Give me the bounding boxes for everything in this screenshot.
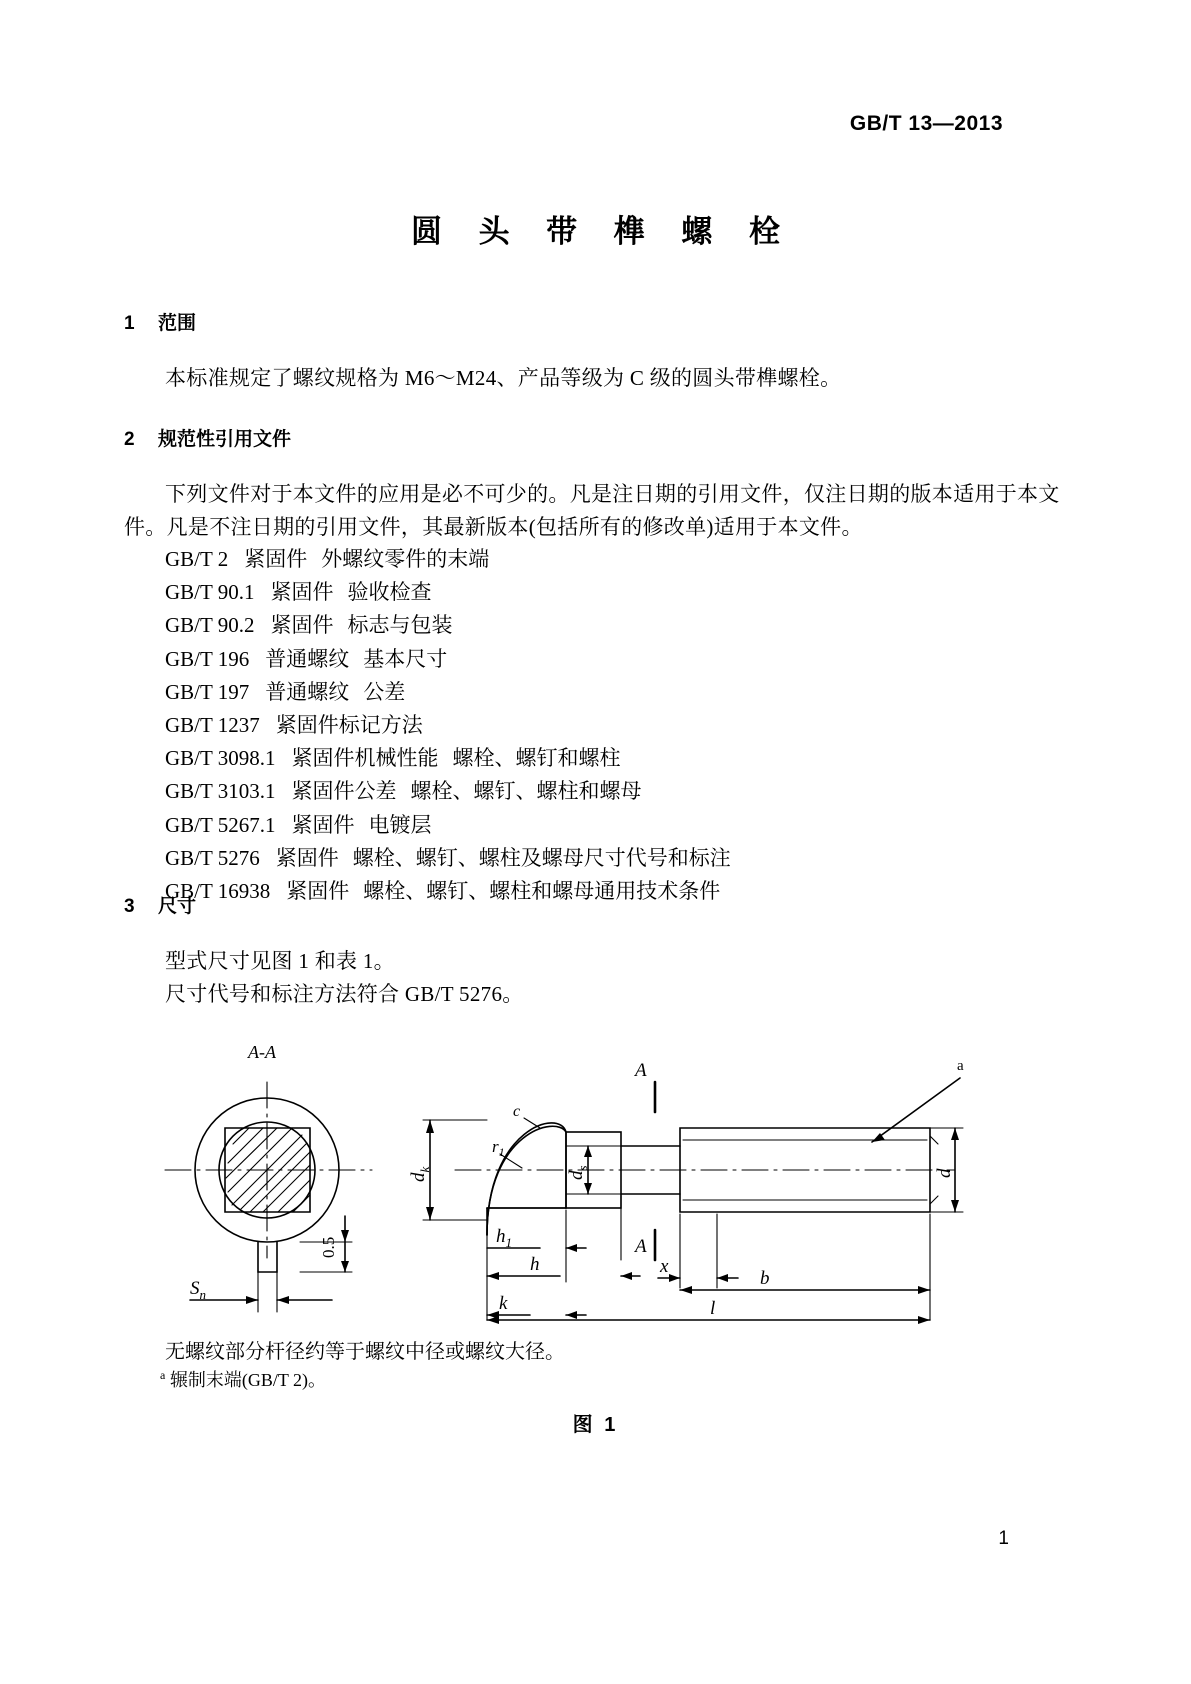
normative-intro-line-1: 下列文件对于本文件的应用是必不可少的。凡是注日期的引用文件，仅注日期的版本适用于本文 <box>165 482 1060 506</box>
figure-note-superscript <box>160 1366 326 1392</box>
bolt-technical-drawing-svg <box>0 1020 1191 1350</box>
running-header: GB/T 13—2013 <box>849 112 1003 135</box>
list-item <box>165 576 731 609</box>
normative-intro-line-2: 件。凡是不注日期的引用文件，其最新版本(包括所有的修改单)适用于本文件。 <box>124 515 863 539</box>
label-head-k: k <box>499 1293 508 1314</box>
list-item <box>165 709 731 742</box>
label-section-view: A-A <box>248 1042 276 1062</box>
page-title: 圆 头 带 榫 螺 栓 <box>410 214 795 249</box>
reference-title: 紧固件 <box>291 812 355 837</box>
figure-caption: 图 1 <box>572 1414 619 1436</box>
dimensions-line-2: 尺寸代号和标注方法符合 GB/T 5276。 <box>165 982 524 1006</box>
reference-title: 紧固件 <box>286 879 350 904</box>
label-callout-a: a <box>957 1058 964 1074</box>
reference-title: 普通螺纹 <box>265 646 350 671</box>
list-item <box>165 809 731 842</box>
reference-title: 紧固件标记方法 <box>275 713 423 738</box>
list-item <box>165 643 731 676</box>
label-chamfer: c <box>513 1103 521 1120</box>
normative-reference-list <box>165 543 731 908</box>
reference-title: 紧固件 <box>270 613 334 638</box>
list-item <box>165 609 731 642</box>
label-thread-runout: x <box>660 1256 669 1277</box>
reference-subtitle: 验收检查 <box>347 580 432 605</box>
leader-line-c <box>524 1118 540 1128</box>
clause-number-2: 2 <box>124 429 135 450</box>
reference-code: GB/T 1237 <box>165 713 260 738</box>
clause-heading-3 <box>124 891 196 918</box>
label-head-h: h <box>530 1254 540 1275</box>
reference-subtitle: 电镀层 <box>368 812 432 837</box>
dimensions-line-1: 型式尺寸见图 1 和表 1。 <box>165 949 395 973</box>
reference-subtitle: 螺栓、螺钉和螺柱 <box>452 746 621 771</box>
reference-code: GB/T 2 <box>165 547 229 571</box>
reference-subtitle: 公差 <box>363 679 406 704</box>
reference-code: GB/T 5276 <box>165 845 260 870</box>
head-dome-outline <box>487 1123 566 1235</box>
reference-title: 紧固件 <box>244 547 308 571</box>
leader-line-note-a <box>872 1078 960 1142</box>
reference-code: GB/T 90.2 <box>165 613 255 638</box>
label-fillet-radius: $r_1$ <box>492 1137 505 1159</box>
clause-title-3: 尺寸 <box>158 896 197 917</box>
reference-subtitle: 螺栓、螺钉、螺柱和螺母 <box>410 779 642 804</box>
label-total-length: l <box>710 1298 716 1319</box>
label-tenon-height: 0.5 <box>319 1236 338 1258</box>
figure-note-marker: a <box>160 1368 166 1382</box>
reference-code: GB/T 3098.1 <box>165 746 276 771</box>
list-item <box>165 676 731 709</box>
clause-heading-1 <box>124 308 196 335</box>
reference-subtitle: 基本尺寸 <box>363 646 448 671</box>
reference-code: GB/T 196 <box>165 646 250 671</box>
reference-title: 紧固件公差 <box>291 779 397 804</box>
reference-code: GB/T 90.1 <box>165 580 255 605</box>
label-thread-length: b <box>760 1268 770 1289</box>
reference-code: GB/T 16938 <box>165 879 271 904</box>
list-item <box>165 875 731 908</box>
figure-note-text: 辗制末端(GB/T 2)。 <box>169 1370 326 1390</box>
figure-note-main: 无螺纹部分杆径约等于螺纹中径或螺纹大径。 <box>165 1341 565 1363</box>
scope-paragraph: 本标准规定了螺纹规格为 M6～M24、产品等级为 C 级的圆头带榫螺栓。 <box>165 366 842 390</box>
label-head-h1: $h_1$ <box>496 1226 512 1250</box>
label-neck-diameter: $d_s$ <box>566 1165 590 1180</box>
clause-number-1: 1 <box>124 313 135 334</box>
clause-heading-2 <box>124 424 291 451</box>
reference-code: GB/T 3103.1 <box>165 779 276 804</box>
label-cut-plane-top: A <box>635 1060 647 1081</box>
label-cut-plane-bottom: A <box>635 1236 647 1257</box>
reference-subtitle: 螺栓、螺钉、螺柱及螺母尺寸代号和标注 <box>352 845 731 870</box>
list-item <box>165 842 731 875</box>
clause-number-3: 3 <box>124 896 135 917</box>
reference-code: GB/T 5267.1 <box>165 812 276 837</box>
reference-title: 紧固件 <box>270 580 334 605</box>
reference-subtitle: 外螺纹零件的末端 <box>321 547 490 571</box>
clause-title-2: 规范性引用文件 <box>158 429 292 450</box>
reference-title: 紧固件机械性能 <box>291 746 439 771</box>
clause-title-1: 范围 <box>158 313 197 334</box>
label-head-diameter: $d_k$ <box>408 1166 432 1182</box>
list-item <box>165 543 731 576</box>
figure-1-drawing <box>0 1020 1191 1350</box>
label-thread-diameter: d <box>934 1168 955 1178</box>
reference-code: GB/T 197 <box>165 679 250 704</box>
reference-subtitle: 标志与包装 <box>347 613 453 638</box>
reference-title: 紧固件 <box>275 845 339 870</box>
reference-subtitle: 螺栓、螺钉、螺柱和螺母通用技术条件 <box>363 879 721 904</box>
reference-title: 普通螺纹 <box>265 679 350 704</box>
page-number: 1 <box>998 1528 1009 1549</box>
list-item <box>165 775 731 808</box>
list-item <box>165 742 731 775</box>
label-square-neck: $S_n$ <box>190 1278 206 1302</box>
